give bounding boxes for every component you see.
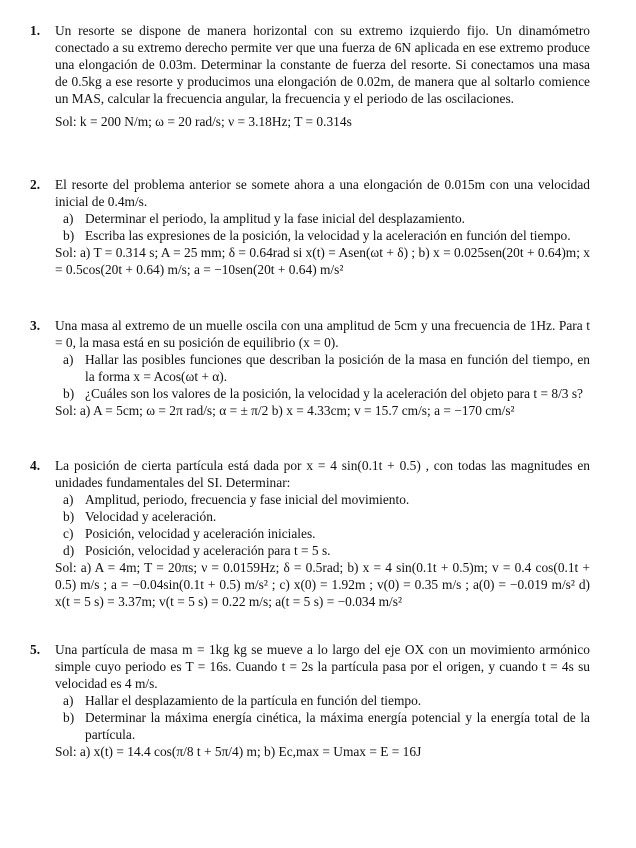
item-text: Posición, velocidad y aceleración iniciales. — [85, 526, 316, 541]
problem-number: 5. — [30, 642, 41, 657]
problem-number: 4. — [30, 458, 41, 473]
item-label: b) — [63, 710, 75, 725]
item-label: a) — [63, 693, 74, 708]
problem-2 — [30, 176, 590, 278]
item-label: b) — [63, 228, 75, 243]
item-label: a) — [63, 492, 74, 507]
subquestion-a — [63, 491, 590, 508]
problem-3 — [30, 317, 590, 419]
item-text: Velocidad y aceleración. — [85, 509, 217, 524]
problem-number: 1. — [30, 23, 41, 38]
item-label: a) — [63, 352, 74, 367]
problem-number: 3. — [30, 318, 41, 333]
problem-5 — [30, 641, 590, 760]
item-text: Hallar las posibles funciones que describan la posición de la masa en función del tiempo, en la forma x = Acos(ωt + α). — [85, 352, 590, 384]
subquestion-b — [63, 227, 590, 244]
problem-text: Una partícula de masa m = 1kg kg se mueve a lo largo del eje OX con un movimiento armónico simple cuyo periodo es T = 16s. Cuando t = 2s la partícula pasa por el origen, y cuando t = 4s su velocidad es 4 m/s. — [55, 642, 590, 691]
subquestion-b — [63, 709, 590, 743]
problem-number: 2. — [30, 177, 41, 192]
item-label: d) — [63, 543, 75, 558]
item-label: c) — [63, 526, 74, 541]
subquestion-b — [63, 508, 590, 525]
solution: Sol: a) T = 0.314 s; A = 25 mm; δ = 0.64rad si x(t) = Asen(ωt + δ) ; b) x = 0.025sen(20t + 0.64)m; x = 0.5cos(20t + 0.64) m/s; a = −10sen(20t + 0.64) m/s² — [55, 245, 590, 277]
subquestion-a — [63, 351, 590, 385]
item-text: Determinar la máxima energía cinética, la máxima energía potencial y la energía total de la partícula. — [85, 710, 590, 742]
solution: Sol: k = 200 N/m; ω = 20 rad/s; ν = 3.18Hz; T = 0.314s — [55, 114, 352, 129]
subquestion-list — [55, 692, 590, 743]
item-text: Escriba las expresiones de la posición, la velocidad y la aceleración en función del tiempo. — [85, 228, 571, 243]
subquestion-list — [55, 491, 590, 559]
problem-4 — [30, 457, 590, 610]
subquestion-c — [63, 525, 590, 542]
solution: Sol: a) x(t) = 14.4 cos(π/8 t + 5π/4) m; b) Ec,max = Umax = E = 16J — [55, 744, 422, 759]
item-text: Amplitud, periodo, frecuencia y fase inicial del movimiento. — [85, 492, 410, 507]
problem-text: Un resorte se dispone de manera horizontal con su extremo izquierdo fijo. Un dinamómetro conectado a su extremo derecho permite ver que una fuerza de 6N aplicada en ese extremo produce una elongación de 0.03m. Determinar la constante de fuerza del resorte. Si conectamos una masa de 0.5kg a ese resorte y producimos una elongación de 0.02m, de manera que al soltarlo comience un MAS, calcular la frecuencia angular, la frecuencia y el periodo de las oscilaciones. — [55, 23, 590, 106]
item-text: Hallar el desplazamiento de la partícula en función del tiempo. — [85, 693, 422, 708]
solution: Sol: a) A = 4m; T = 20πs; ν = 0.0159Hz; δ = 0.5rad; b) x = 4 sin(0.1t + 0.5)m; v = 0.4 cos(0.1t + 0.5) m/s ; a = −0.04sin(0.1t + 0.5) m/s² ; c) x(0) = 1.92m ; v(0) = 0.35 m/s ; a(0) = −0.019 m/s² d) x(t = 5 s) = 3.37m; v(t = 5 s) = 0.22 m/s; a(t = 5 s) = −0.034 m/s² — [55, 560, 590, 609]
problem-text: Una masa al extremo de un muelle oscila con una amplitud de 5cm y una frecuencia de 1Hz. Para t = 0, la masa está en su posición de equilibrio (x = 0). — [55, 318, 590, 350]
solution: Sol: a) A = 5cm; ω = 2π rad/s; α = ± π/2 b) x = 4.33cm; v = 15.7 cm/s; a = −170 cm/s² — [55, 403, 515, 418]
subquestion-a — [63, 692, 590, 709]
subquestion-list — [55, 210, 590, 244]
subquestion-a — [63, 210, 590, 227]
item-text: ¿Cuáles son los valores de la posición, la velocidad y la aceleración del objeto para t = 8/3 s? — [85, 386, 584, 401]
problem-text: La posición de cierta partícula está dada por x = 4 sin(0.1t + 0.5) , con todas las magnitudes en unidades fundamentales del SI. Determinar: — [55, 458, 590, 490]
item-text: Posición, velocidad y aceleración para t = 5 s. — [85, 543, 331, 558]
item-label: b) — [63, 509, 75, 524]
problem-text: El resorte del problema anterior se somete ahora a una elongación de 0.015m con una velocidad inicial de 0.4m/s. — [55, 177, 590, 209]
item-text: Determinar el periodo, la amplitud y la fase inicial del desplazamiento. — [85, 211, 466, 226]
item-label: b) — [63, 386, 75, 401]
problem-1 — [30, 22, 590, 130]
subquestion-list — [55, 351, 590, 402]
subquestion-d — [63, 542, 590, 559]
subquestion-b — [63, 385, 590, 402]
item-label: a) — [63, 211, 74, 226]
